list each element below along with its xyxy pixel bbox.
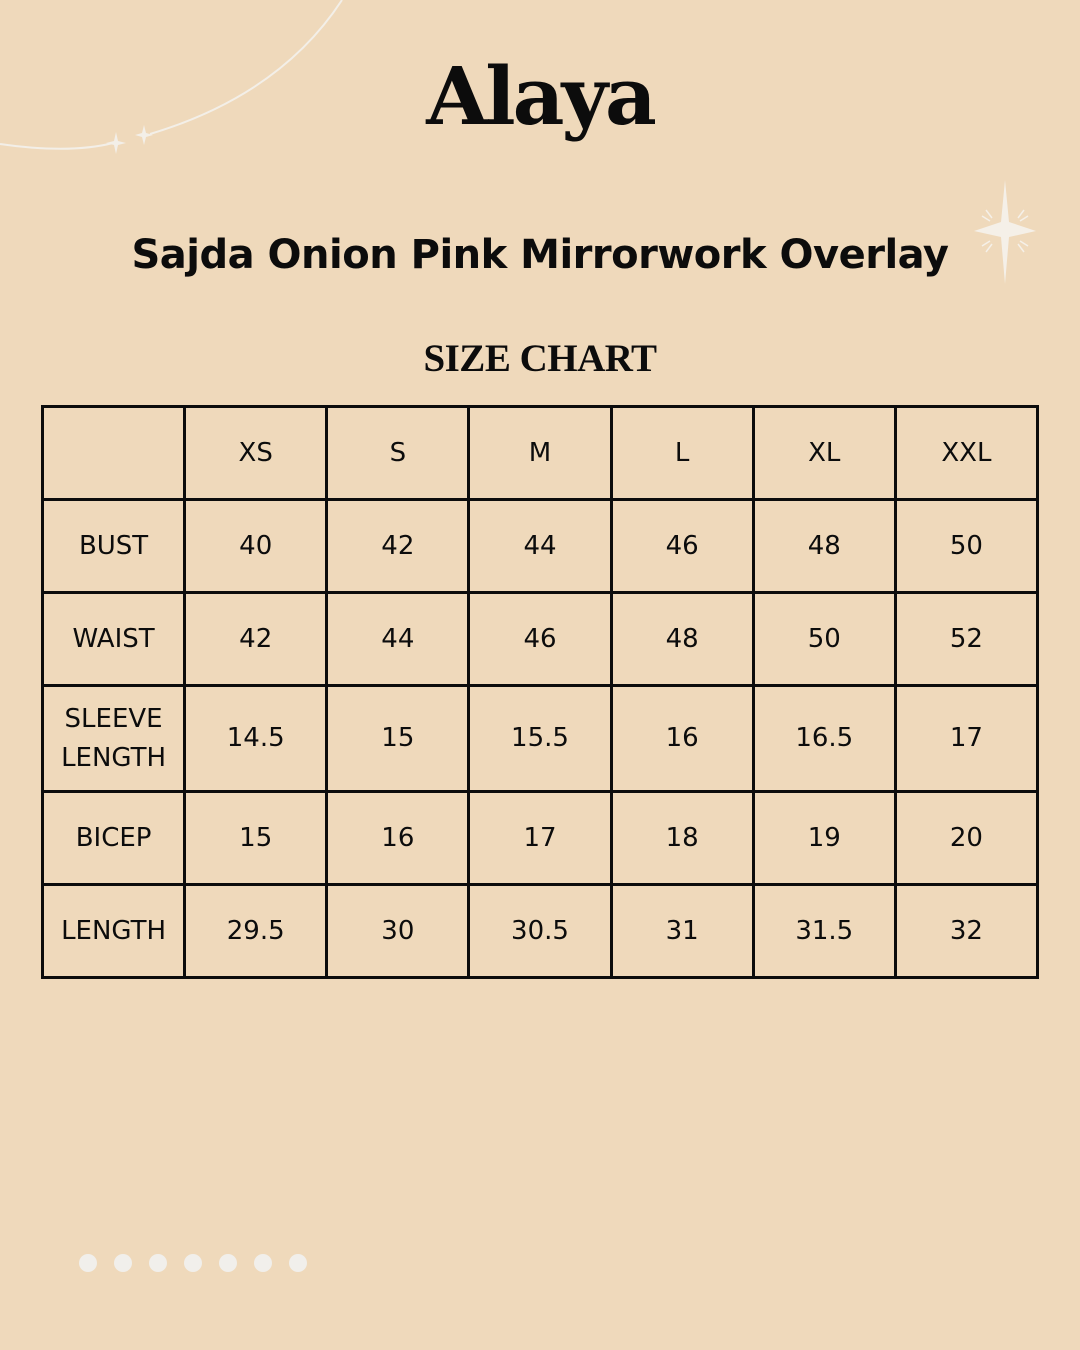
table-cell: 16 [611,686,753,792]
brand-logo: Alaya [426,49,654,143]
table-cell: 29.5 [185,885,327,978]
size-chart-table [41,405,1039,979]
table-cell: 31.5 [753,885,895,978]
row-label: BICEP [43,792,185,885]
table-cell: 42 [327,500,469,593]
carousel-dot[interactable] [184,1254,202,1272]
column-header-xs: XS [185,407,327,500]
table-cell: 42 [185,593,327,686]
table-cell: 46 [469,593,611,686]
row-label: WAIST [43,593,185,686]
table-cell: 30 [327,885,469,978]
header-row [43,407,1038,500]
table-cell: 44 [469,500,611,593]
carousel-dot[interactable] [149,1254,167,1272]
column-header-s: S [327,407,469,500]
table-cell: 32 [895,885,1037,978]
table-cell: 15.5 [469,686,611,792]
product-title: Sajda Onion Pink Mirrorwork Overlay [131,232,949,278]
column-header-m: M [469,407,611,500]
table-row-sleeve-length [43,686,1038,792]
table-cell: 20 [895,792,1037,885]
table-cell: 48 [753,500,895,593]
carousel-dot[interactable] [114,1254,132,1272]
table-cell: 16.5 [753,686,895,792]
table-cell: 40 [185,500,327,593]
size-chart-heading: SIZE CHART [423,337,657,380]
table-cell: 17 [469,792,611,885]
carousel-dot[interactable] [289,1254,307,1272]
row-label-line: SLEEVE [64,703,163,734]
table-cell: 14.5 [185,686,327,792]
table-cell: 19 [753,792,895,885]
row-label: BUST [43,500,185,593]
column-header-xl: XL [753,407,895,500]
table-cell: 50 [753,593,895,686]
column-header-l: L [611,407,753,500]
table-cell: 17 [895,686,1037,792]
row-label [43,686,185,792]
carousel-dot[interactable] [254,1254,272,1272]
table-cell: 46 [611,500,753,593]
table-cell: 44 [327,593,469,686]
table-row-waist [43,593,1038,686]
table-cell: 31 [611,885,753,978]
row-label-line: LENGTH [61,742,167,773]
column-header-xxl: XXL [895,407,1037,500]
carousel-dot[interactable] [79,1254,97,1272]
table-cell: 15 [185,792,327,885]
table-cell: 18 [611,792,753,885]
carousel-dot[interactable] [219,1254,237,1272]
table-cell: 50 [895,500,1037,593]
corner-cell [43,407,185,500]
row-label: LENGTH [43,885,185,978]
carousel-pagination [79,1254,307,1272]
table-cell: 52 [895,593,1037,686]
table-cell: 15 [327,686,469,792]
table-row-bust [43,500,1038,593]
table-row-length [43,885,1038,978]
table-row-bicep [43,792,1038,885]
table-cell: 30.5 [469,885,611,978]
table-cell: 16 [327,792,469,885]
table-cell: 48 [611,593,753,686]
